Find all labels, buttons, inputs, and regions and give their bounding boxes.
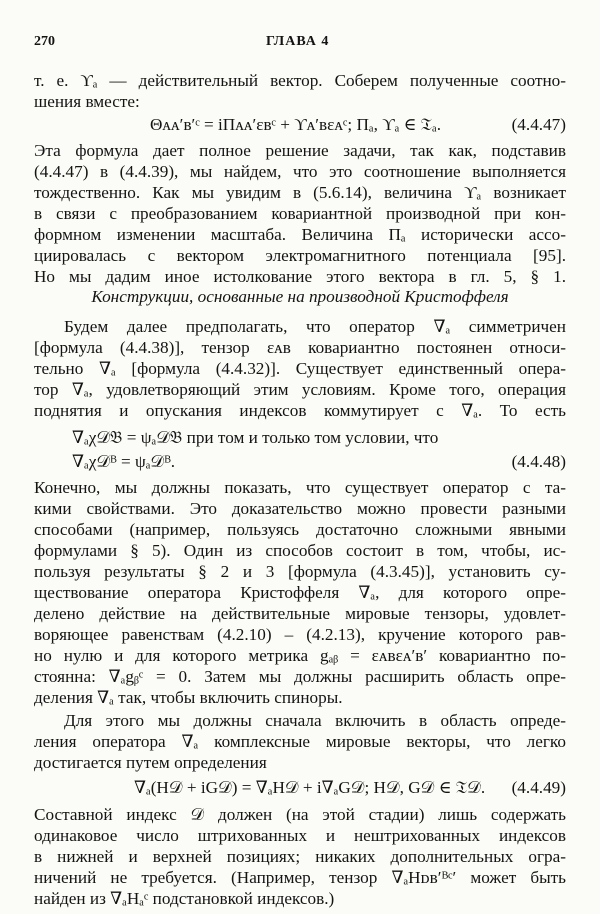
equation-number: (4.4.48) bbox=[511, 452, 566, 471]
text-line: ществование оператора Кристоффеля ∇ₐ, для которого опре- bbox=[34, 583, 566, 602]
equation-body: ∇ₐχ𝒟𝔅 = ψₐ𝒟𝔅 при том и только том условии, что bbox=[72, 428, 439, 447]
text-line: т. е. ϒₐ — действительный вектор. Соберем полученные соотно- bbox=[34, 71, 566, 90]
text-line: Составной индекс 𝒟 должен (на этой стадии) лишь содержать bbox=[34, 805, 566, 824]
text-line: кими свойствами. Это доказательство можно провести разными bbox=[34, 499, 566, 518]
page-number: 270 bbox=[34, 34, 55, 49]
text-line: способами (например, пользуясь достаточно сложными явными bbox=[34, 520, 566, 539]
text-line: одинаковое число штрихованных и нештрихованных индексов bbox=[34, 826, 566, 845]
text-line: тельно ∇ₐ [формула (4.4.32)]. Существует единственный опера- bbox=[34, 359, 566, 378]
text-line: циировалась с вектором электромагнитного потенциала [95]. bbox=[34, 246, 566, 265]
running-head: ГЛАВА 4 bbox=[266, 34, 330, 49]
text-line: тор ∇ₐ, удовлетворяющий этим условиям. Кроме того, операция bbox=[34, 380, 566, 399]
text-line: шения вместе: bbox=[34, 92, 140, 111]
text-line: делено действие на действительные мировые тензоры, удовлет- bbox=[34, 604, 566, 623]
text-line: [формула (4.4.38)], тензор εᴀʙ ковариантно постоянен относи- bbox=[34, 338, 566, 357]
text-line: (4.4.47) в (4.4.39), мы найдем, что это соотношение выполняется bbox=[34, 162, 566, 181]
section-title: Конструкции, основанные на производной Кристоффеля bbox=[91, 287, 509, 306]
equation-body: Θᴀᴀ′ʙ′ᶜ = iΠᴀᴀ′εʙᶜ + ϒᴀ′ʙεᴀᶜ; Πₐ, ϒₐ ∈ 𝔗ₐ. bbox=[150, 115, 442, 134]
text-line: Но мы дадим иное истолкование этого вектора в гл. 5, § 1. bbox=[34, 267, 566, 286]
text-line: ничений не требуется. (Например, тензор ∇ₐHᴅʙ′ᴮᶜ′ может быть bbox=[34, 868, 566, 887]
text-line: стоянна: ∇ₐgᵦᶜ = 0. Затем мы должны расширить область опре- bbox=[34, 667, 566, 686]
text-line: Конечно, мы должны показать, что существует оператор с та- bbox=[34, 478, 566, 497]
text-line: найден из ∇ₐHₐᶜ подстановкой индексов.) bbox=[34, 889, 335, 908]
text-line: Будем далее предполагать, что оператор ∇ₐ симметричен bbox=[64, 317, 566, 336]
equation-body: ∇ₐχ𝒟ᴮ = ψₐ𝒟ᴮ. bbox=[72, 452, 176, 471]
text-line: в связи с преобразованием ковариантной производной при кон- bbox=[34, 204, 566, 223]
equation-body: ∇ₐ(H𝒟 + iG𝒟) = ∇ₐH𝒟 + i∇ₐG𝒟; H𝒟, G𝒟 ∈ 𝔗𝒟. bbox=[134, 778, 486, 797]
text-line: поднятия и опускания индексов коммутирует с ∇ₐ. То есть bbox=[34, 401, 566, 420]
text-line: пользуя результаты § 2 и 3 [формула (4.3.45)], установить су- bbox=[34, 562, 566, 581]
text-line: деления ∇ₐ так, чтобы включить спиноры. bbox=[34, 688, 343, 707]
text-line: формулами § 5). Один из способов состоит в том, чтобы, ис- bbox=[34, 541, 566, 560]
text-line: воряющее равенствам (4.2.10) – (4.2.13), кручение которого рав- bbox=[34, 625, 566, 644]
text-line: в нижней и верхней позициях; никаких дополнительных огра- bbox=[34, 847, 566, 866]
text-line: но нулю и для которого метрика gₐᵦ = εᴀʙεᴀ′ʙ′ ковариантно по- bbox=[34, 646, 566, 665]
equation-number: (4.4.47) bbox=[511, 115, 566, 134]
equation-number: (4.4.49) bbox=[511, 778, 566, 797]
text-line: Для этого мы должны сначала включить в область опреде- bbox=[64, 711, 566, 730]
text-line: ления оператора ∇ₐ комплексные мировые векторы, что легко bbox=[34, 732, 566, 751]
text-line: Эта формула дает полное решение задачи, так как, подставив bbox=[34, 141, 566, 160]
text-line: формном изменении масштаба. Величина Πₐ исторически ассо- bbox=[34, 225, 566, 244]
text-line: тождественно. Как мы увидим в (5.6.14), величина ϒₐ возникает bbox=[34, 183, 566, 202]
text-line: достигается путем определения bbox=[34, 753, 267, 772]
